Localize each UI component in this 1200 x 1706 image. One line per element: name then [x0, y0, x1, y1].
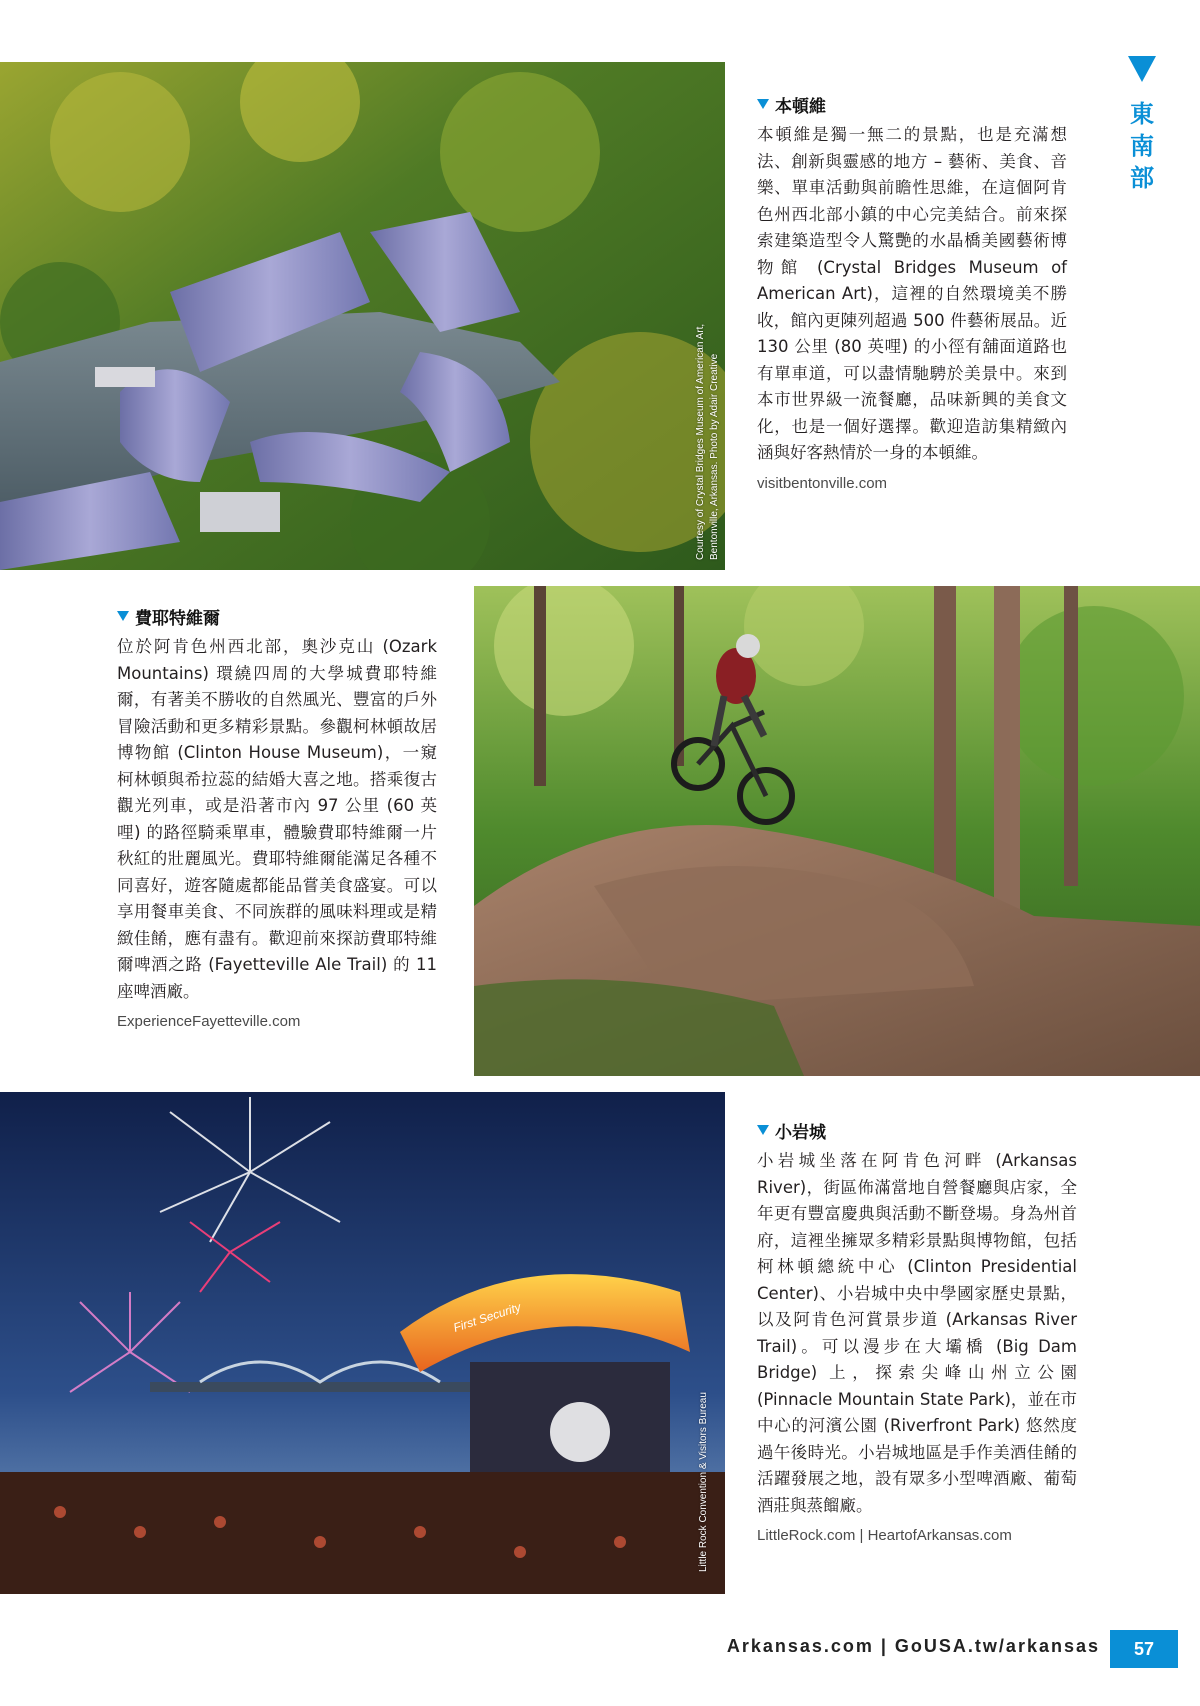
mountain-biker-photo: [474, 586, 1200, 1076]
page-number: 57: [1110, 1630, 1178, 1668]
footer-links[interactable]: Arkansas.com | GoUSA.tw/arkansas: [726, 1636, 1100, 1656]
stage-sign-text: First Security: [451, 1299, 523, 1335]
bentonville-body: 本頓維是獨一無二的景點，也是充滿想法、創新與靈感的地方 – 藝術、美食、音樂、單車活動與前瞻性思維，在這個阿肯色州西北部小鎮的中心完美結合。前來探索建築造型令人驚艷的水晶橋美國藝術博物館 (Crystal Bridges Museum of American Art)，這裡的自然環境美不勝收，館內更陳列超過 500 件藝術展品。近 130 公里 (80 英哩) 的小徑有舖面道路也有單車道，可以盡情馳騁於美景中。來到本市世界級一流餐廳，品味新興的美食文化，也是一個好選擇。歡迎造訪集精緻內涵與好客熱情於一身的本頓維。: [757, 125, 1067, 462]
little-rock-section: [757, 1118, 1077, 1544]
little-rock-heading: [757, 1118, 1077, 1142]
bentonville-title: 本頓維: [775, 96, 826, 117]
museum-photo-credit: Courtesy of Crystal Bridges Museum of American Art, Bentonville, Arkansas. Photo by Adair Creative: [695, 323, 720, 560]
bentonville-url[interactable]: visitbentonville.com: [757, 474, 888, 492]
fayetteville-title: 費耶特維爾: [135, 608, 220, 629]
little-rock-body: 小岩城坐落在阿肯色河畔 (Arkansas River)，街區佈滿當地自營餐廳與店家，全年更有豐富慶典與活動不斷登場。身為州首府，這裡坐擁眾多精彩景點與博物館，包括柯林頓總統中心 (Clinton Presidential Center)、小岩城中央中學國家歷史景點，以及阿肯色河賞景步道 (Arkansas River Trail)。可以漫步在大壩橋 (Big Dam Bridge) 上，探索尖峰山州立公園 (Pinnacle Mountain State Park)，並在市中心的河濱公園 (Riverfront Park) 悠然度過午後時光。小岩城地區是手作美酒佳餚的活躍發展之地，設有眾多小型啤酒廠、葡萄酒莊與蒸餾廠。: [757, 1151, 1077, 1515]
fayetteville-section: [117, 604, 437, 1030]
region-label: 東南部: [1130, 100, 1154, 192]
museum-aerial-photo: [0, 62, 725, 570]
fayetteville-body: 位於阿肯色州西北部，奧沙克山 (Ozark Mountains) 環繞四周的大學城費耶特維爾，有著美不勝收的自然風光、豐富的戶外冒險活動和更多精彩景點。參觀柯林頓故居博物館 (Clinton House Museum)，一窺柯林頓與希拉蕊的結婚大喜之地。搭乘復古觀光列車，或是沿著市內 97 公里 (60 英哩) 的路徑騎乘單車，體驗費耶特維爾一片秋紅的壯麗風光。費耶特維爾能滿足各種不同喜好，遊客隨處都能品嘗美食盛宴。可以享用餐車美食、不同族群的風味料理或是精緻佳餚，應有盡有。歡迎前來探訪費耶特維爾啤酒之路 (Fayetteville Ale Trail) 的 11 座啤酒廠。: [117, 637, 437, 1001]
fayetteville-heading: [117, 604, 437, 628]
little-rock-photo-credit: Little Rock Convention & Visitors Bureau: [698, 1392, 709, 1572]
region-marker-icon: [1128, 56, 1156, 82]
triangle-bullet-icon: [117, 611, 129, 621]
triangle-bullet-icon: [757, 1125, 769, 1135]
little-rock-url[interactable]: LittleRock.com | HeartofArkansas.com: [757, 1527, 1012, 1544]
bentonville-section: [757, 92, 1067, 492]
little-rock-fireworks-photo: [0, 1092, 725, 1594]
triangle-bullet-icon: [757, 99, 769, 109]
little-rock-title: 小岩城: [775, 1122, 826, 1143]
fayetteville-url[interactable]: ExperienceFayetteville.com: [117, 1013, 301, 1030]
bentonville-heading: [757, 92, 1067, 116]
